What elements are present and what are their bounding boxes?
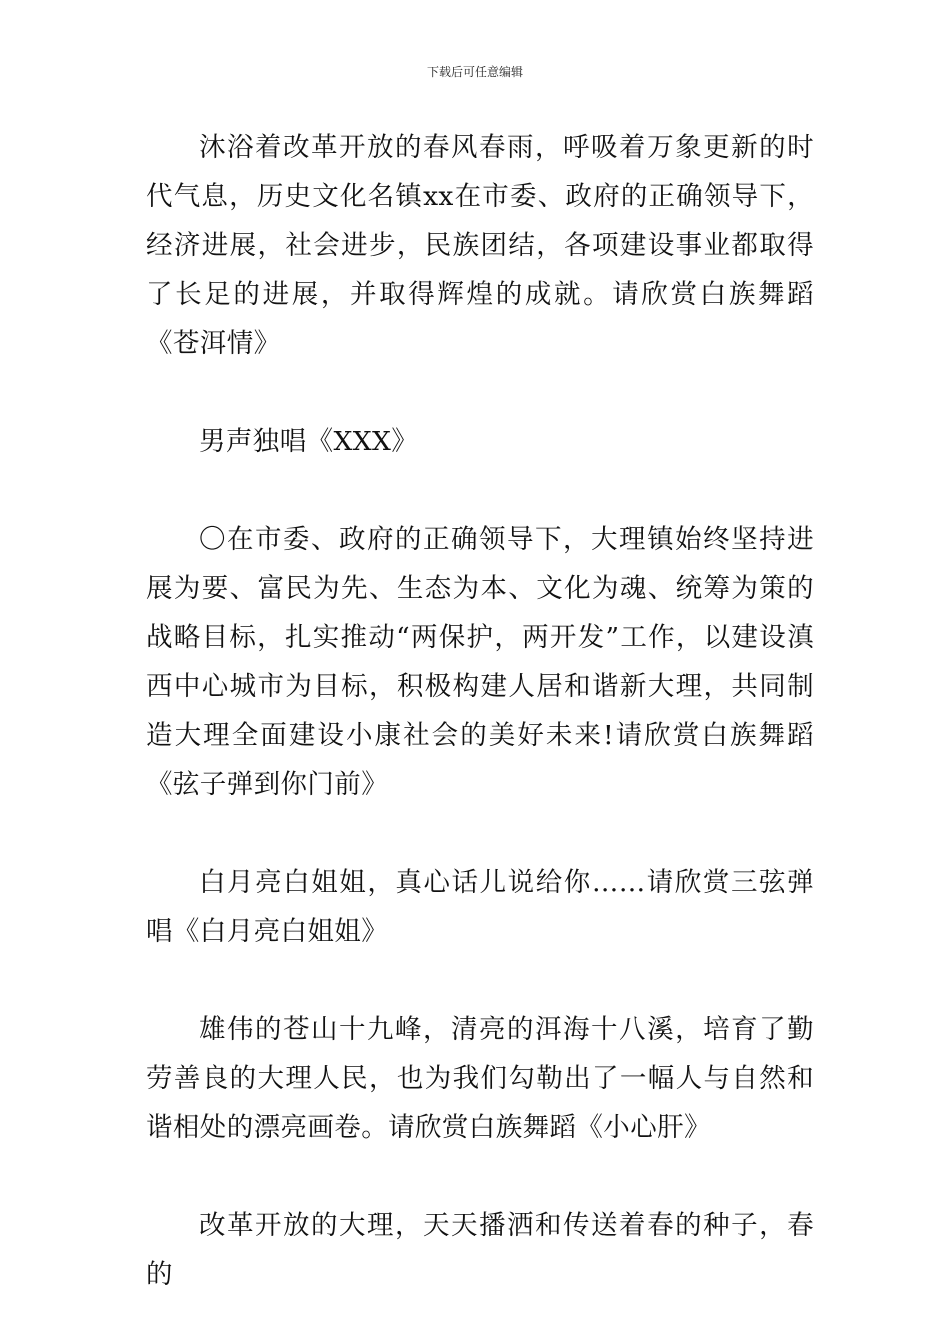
paragraph-2: 男声独唱《XXX》	[199, 426, 419, 457]
paragraph-4: 白月亮白姐姐，真心话儿说给你……请欣赏三弦弹唱《白月亮白姐姐》	[146, 867, 814, 947]
paragraph-6: 改革开放的大理，天天播洒和传送着春的种子，春的	[146, 1210, 814, 1290]
document-body	[146, 123, 814, 1299]
paragraph-1: 沐浴着改革开放的春风春雨，呼吸着万象更新的时代气息，历史文化名镇xx在市委、政府的正确领导下，经济进展，社会进步，民族团结，各项建设事业都取得了长足的进展，并取得辉煌的成就。请欣赏白族舞蹈《苍洱情》	[146, 132, 814, 359]
paragraph-3: 〇在市委、政府的正确领导下，大理镇始终坚持进展为要、富民为先、生态为本、文化为魂、统筹为策的战略目标，扎实推动“两保护，两开发”工作，以建设滇西中心城市为目标，积极构建人居和谐新大理，共同制造大理全面建设小康社会的美好未来!请欣赏白族舞蹈《弦子弹到你门前》	[146, 524, 814, 800]
page-header: 下载后可任意编辑	[426, 65, 523, 79]
paragraph-5: 雄伟的苍山十九峰，清亮的洱海十八溪，培育了勤劳善良的大理人民，也为我们勾勒出了一幅人与自然和谐相处的漂亮画卷。请欣赏白族舞蹈《小心肝》	[146, 1014, 814, 1143]
